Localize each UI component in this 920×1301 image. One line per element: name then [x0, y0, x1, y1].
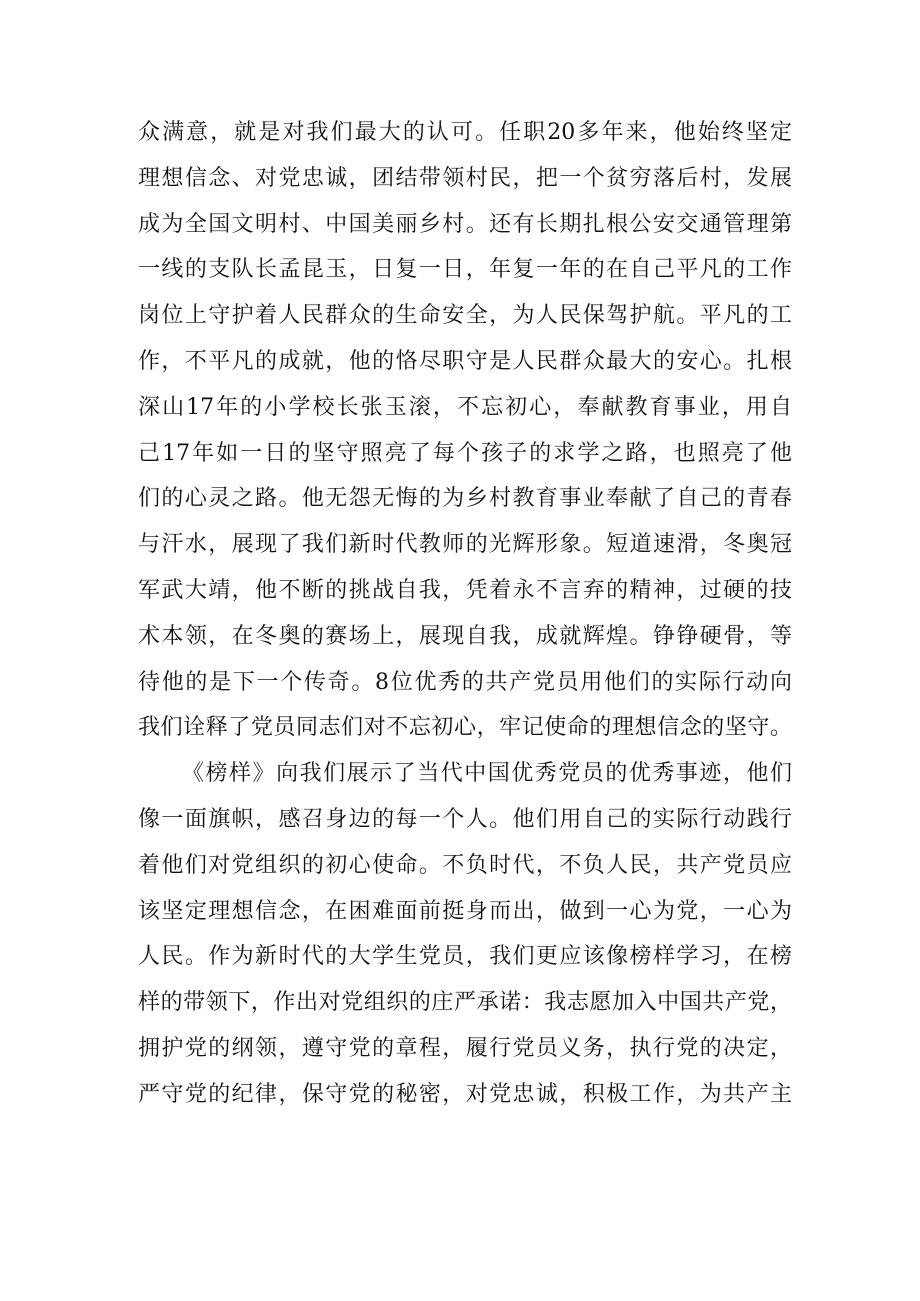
- paragraph-line: 样的带领下，作出对党组织的庄严承诺：我志愿加入中国共产党，: [138, 990, 792, 1016]
- paragraph-line: 理想信念、对党忠诚，团结带领村民，把一个贫穷落后村，发展: [138, 165, 792, 191]
- paragraph-line: 严守党的纪律，保守党的秘密，对党忠诚，积极工作，为共产主: [138, 1081, 792, 1107]
- paragraph-2: [138, 751, 792, 1117]
- paragraph-line: 着他们对党组织的初心使命。不负时代，不负人民，共产党员应: [138, 852, 792, 878]
- paragraph-line: 军武大靖，他不断的挑战自我，凭着永不言弃的精神，过硬的技: [138, 577, 792, 603]
- paragraph-line: 己17年如一日的坚守照亮了每个孩子的求学之路，也照亮了他: [138, 440, 792, 466]
- paragraph-line: 一线的支队长孟昆玉，日复一日，年复一年的在自己平凡的工作: [138, 257, 792, 283]
- paragraph-first-line: 《榜样》向我们展示了当代中国优秀党员的优秀事迹，他们: [182, 761, 792, 787]
- paragraph-1: [138, 110, 792, 751]
- paragraph-line: 人民。作为新时代的大学生党员，我们更应该像榜样学习，在榜: [138, 944, 792, 970]
- paragraph-line: 成为全国文明村、中国美丽乡村。还有长期扎根公安交通管理第: [138, 211, 792, 237]
- paragraph-line: 岗位上守护着人民群众的生命安全，为人民保驾护航。平凡的工: [138, 303, 792, 329]
- paragraph-line: 与汗水，展现了我们新时代教师的光辉形象。短道速滑，冬奥冠: [138, 532, 792, 558]
- paragraph-line: 拥护党的纲领，遵守党的章程，履行党员义务，执行党的决定，: [138, 1035, 792, 1061]
- paragraph-line: 我们诠释了党员同志们对不忘初心，牢记使命的理想信念的坚守。: [138, 715, 792, 741]
- paragraph-line: 像一面旗帜，感召身边的每一个人。他们用自己的实际行动践行: [138, 806, 792, 832]
- paragraph-line: 众满意，就是对我们最大的认可。任职20多年来，他始终坚定: [138, 120, 792, 145]
- paragraph-line: 待他的是下一个传奇。8位优秀的共产党员用他们的实际行动向: [138, 669, 792, 695]
- paragraph-line: 术本领，在冬奥的赛场上，展现自我，成就辉煌。铮铮硬骨，等: [138, 623, 792, 649]
- paragraph-line: 该坚定理想信念，在困难面前挺身而出，做到一心为党，一心为: [138, 898, 792, 924]
- paragraph-line: 们的心灵之路。他无怨无悔的为乡村教育事业奉献了自己的青春: [138, 486, 792, 512]
- paragraph-line: 深山17年的小学校长张玉滚，不忘初心，奉献教育事业，用自: [138, 394, 792, 420]
- body-text: [138, 110, 792, 1118]
- paragraph-line: 作，不平凡的成就，他的恪尽职守是人民群众最大的安心。扎根: [138, 348, 792, 374]
